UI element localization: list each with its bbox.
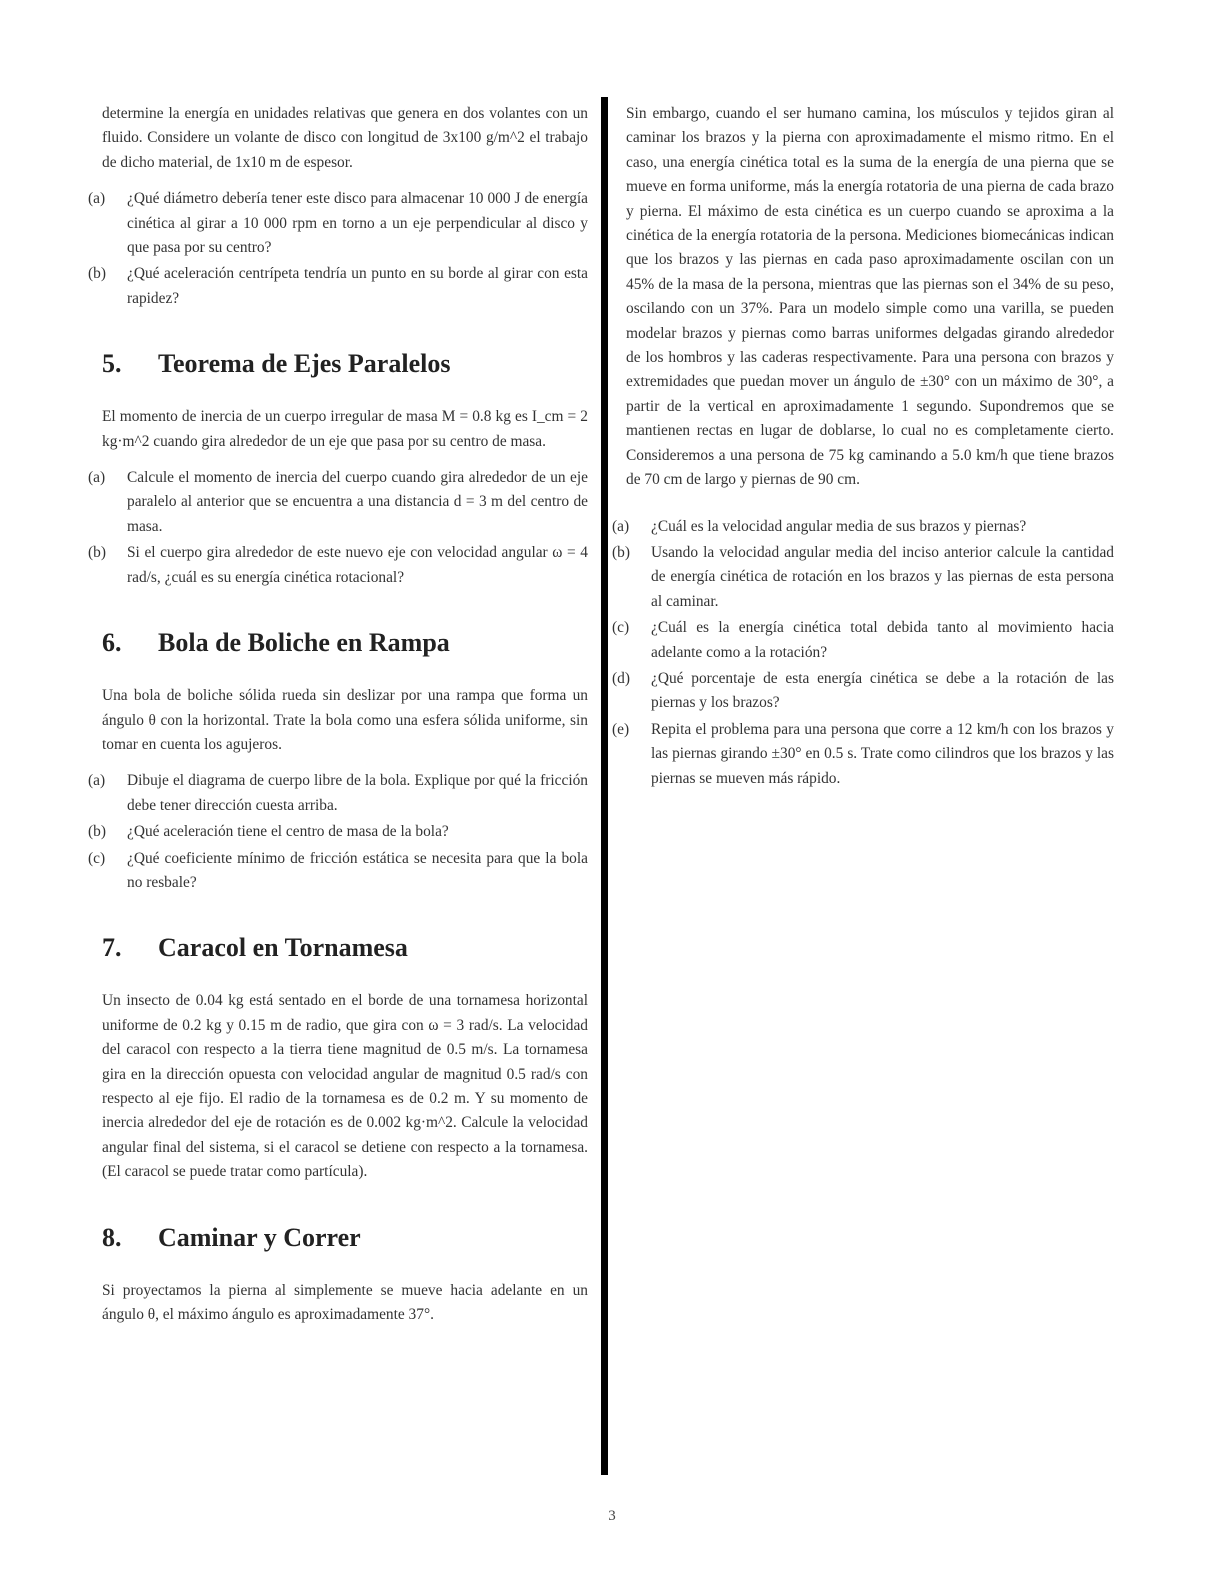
- section-number: 8.: [102, 1222, 122, 1252]
- list-item: [612, 515, 1114, 539]
- intro-item-list: [88, 187, 588, 311]
- section-title: Bola de Boliche en Rampa: [158, 628, 450, 658]
- item-label: (c): [88, 849, 106, 867]
- section-heading: [102, 933, 588, 963]
- section-title: Caracol en Tornamesa: [158, 933, 408, 963]
- section-paragraph: Un insecto de 0.04 kg está sentado en el borde de una tornamesa horizontal uniforme de 0.2 kg y 0.15 m de radio, que gira con ω = 3 rad/s. La velocidad del caracol con respecto a la tierra tiene magnitud de 0.5 m/s. La tornamesa gira en la dirección opuesta con velocidad angular de magnitud 0.5 rad/s con respecto al eje fijo. El radio de la tornamesa es de 0.2 m. Y su momento de inercia alrededor del eje de rotación es de 0.002 kg·m^2. Calcule la velocidad angular final del sistema, si el caracol se detiene con respecto a la tornamesa. (El caracol se puede tratar como partícula).: [102, 992, 588, 1181]
- list-item: [612, 718, 1114, 791]
- item-text: Dibuje el diagrama de cuerpo libre de la bola. Explique por qué la fricción debe tener dirección cuesta arriba.: [127, 772, 588, 814]
- item-text: ¿Cuál es la velocidad angular media de sus brazos y piernas?: [651, 517, 1027, 535]
- item-text: ¿Qué coeficiente mínimo de fricción estática se necesita para que la bola no resbale?: [127, 849, 588, 891]
- item-text: Usando la velocidad angular media del inciso anterior calcule la cantidad de energía cinética de rotación en los brazos y las piernas de esta persona al caminar.: [651, 543, 1114, 610]
- right-item-list: [612, 515, 1114, 791]
- list-item: [88, 262, 588, 311]
- section-paragraph: Una bola de boliche sólida rueda sin deslizar por una rampa que forma un ángulo θ con la horizontal. Trate la bola como una esfera sólida uniforme, sin tomar en cuenta los agujeros.: [102, 687, 588, 753]
- item-text: ¿Qué diámetro debería tener este disco para almacenar 10 000 J de energía cinética al girar a 10 000 rpm en torno a un eje perpendicular al disco y que pasa por su centro?: [127, 190, 588, 257]
- section-item-list: [88, 769, 588, 895]
- column-divider: [601, 97, 608, 1475]
- list-item: [612, 541, 1114, 614]
- item-text: Si el cuerpo gira alrededor de este nuevo eje con velocidad angular ω = 4 rad/s, ¿cuál es su energía cinética rotacional?: [127, 544, 588, 586]
- section-paragraph: El momento de inercia de un cuerpo irregular de masa M = 0.8 kg es I_cm = 2 kg·m^2 cuando gira alrededor de un eje que pasa por su centro de masa.: [102, 408, 588, 450]
- section-heading: [102, 349, 588, 379]
- item-label: (a): [88, 469, 106, 487]
- list-item: [88, 187, 588, 260]
- right-column: [612, 102, 1114, 793]
- item-text: ¿Cuál es la energía cinética total debida tanto al movimiento hacia adelante como a la rotación?: [651, 619, 1114, 661]
- list-item: [88, 769, 588, 818]
- item-label: (b): [88, 823, 106, 841]
- page-number: 3: [608, 1508, 616, 1524]
- list-item: [612, 616, 1114, 665]
- section-item-list: [88, 466, 588, 590]
- list-item: [88, 847, 588, 896]
- section-title: Teorema de Ejes Paralelos: [158, 349, 451, 379]
- section-heading: [102, 1223, 588, 1253]
- item-text: ¿Qué aceleración tiene el centro de masa de la bola?: [127, 823, 449, 841]
- item-label: (d): [612, 669, 630, 687]
- section-paragraph: Si proyectamos la pierna al simplemente se mueve hacia adelante en un ángulo θ, el máximo ángulo es aproximadamente 37°.: [102, 1281, 588, 1323]
- item-label: (b): [612, 543, 630, 561]
- section-title: Caminar y Correr: [158, 1222, 361, 1252]
- item-label: (a): [612, 517, 630, 535]
- intro-paragraph: determine la energía en unidades relativas que genera en dos volantes con un fluido. Considere un volante de disco con longitud de 3x100 g/m^2 el trabajo de dicho material, de 1x10 m de espesor.: [102, 105, 588, 171]
- section-number: 6.: [102, 628, 122, 658]
- list-item: [612, 667, 1114, 716]
- list-item: [88, 541, 588, 590]
- item-label: (b): [88, 265, 106, 283]
- item-label: (e): [612, 720, 630, 738]
- list-item: [88, 820, 588, 844]
- item-text: ¿Qué porcentaje de esta energía cinética se debe a la rotación de las piernas y los brazos?: [651, 669, 1114, 712]
- section-heading: [102, 628, 588, 658]
- item-text: Calcule el momento de inercia del cuerpo cuando gira alrededor de un eje paralelo al anterior que se encuentra a una distancia d = 3 m del centro de masa.: [127, 469, 588, 535]
- item-label: (c): [612, 619, 630, 637]
- section-number: 5.: [102, 349, 122, 379]
- list-item: [88, 466, 588, 539]
- section-number: 7.: [102, 933, 122, 963]
- item-text: Repita el problema para una persona que corre a 12 km/h con los brazos y las piernas girando ±30° en 0.5 s. Trate como cilindros que los brazos y las piernas se mueven más rápido.: [651, 720, 1114, 787]
- item-label: (b): [88, 544, 106, 562]
- left-column: [88, 102, 588, 1327]
- item-label: (a): [88, 190, 106, 208]
- item-text: ¿Qué aceleración centrípeta tendría un punto en su borde al girar con esta rapidez?: [127, 265, 588, 307]
- item-label: (a): [88, 772, 106, 790]
- right-paragraph: Sin embargo, cuando el ser humano camina, los músculos y tejidos giran al caminar los brazos y la pierna con aproximadamente el mismo ritmo. En el caso, una energía cinética total es la suma de la energía de una pierna que se mueve en forma uniforme, más la energía rotatoria de una pierna de cada brazo y pierna. El máximo de esta cinética es un cuerpo cuando se aproxima a la cinética de la energía rotatoria de la persona. Mediciones biomecánicas indican que los brazos y las piernas en cada paso aproximadamente oscilan con un 45% de la masa de la persona, mientras que las piernas son el 34% de su peso, oscilando con un 37%. Para un modelo simple como una varilla, se pueden modelar brazos y piernas como barras uniformes delgadas girando alrededor de los hombros y las caderas respectivamente. Para una persona con brazos y extremidades que puedan mover un ángulo de ±30° con un máximo de 30°, a partir de la vertical en aproximadamente 1 segundo. Supondremos que se mantienen rectas en lugar de doblarse, lo cual no es completamente cierto. Consideremos a una persona de 75 kg caminando a 5.0 km/h que tiene brazos de 70 cm de largo y piernas de 90 cm.: [626, 105, 1114, 489]
